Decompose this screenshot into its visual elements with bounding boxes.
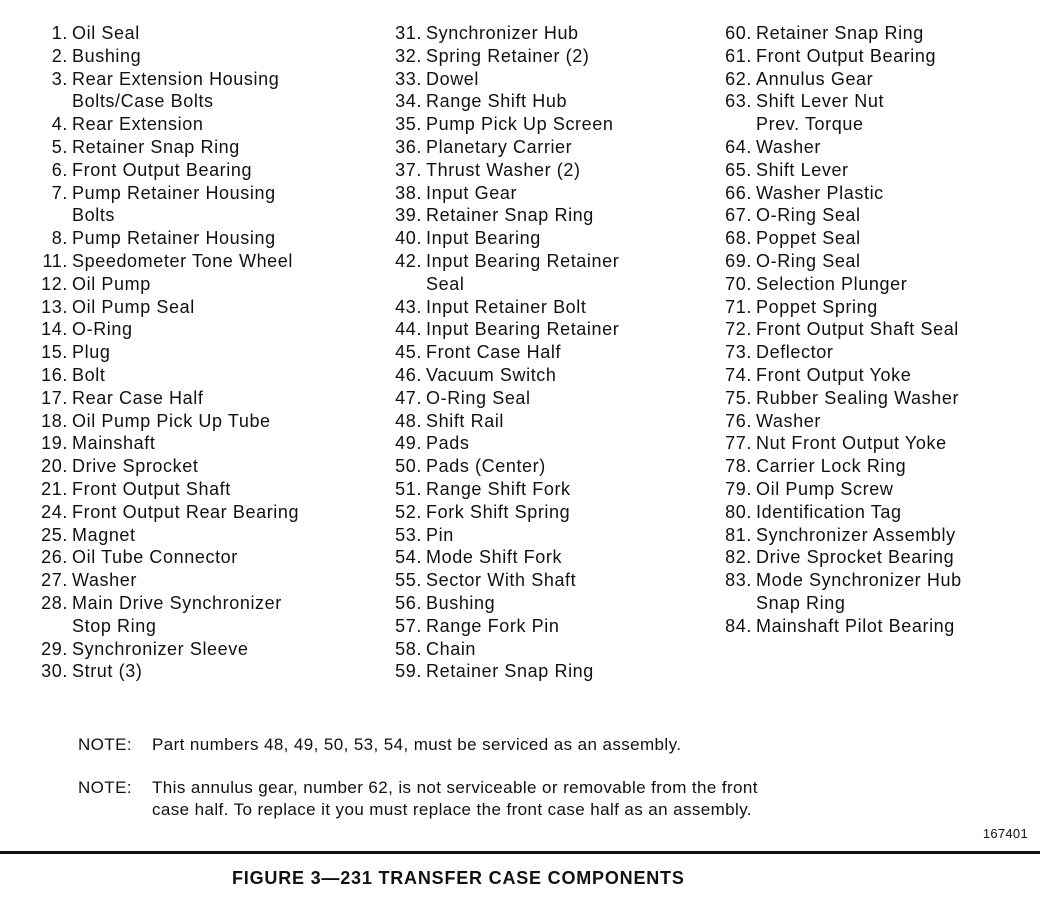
part-number: 57.: [395, 615, 422, 636]
part-number: 83.: [725, 570, 752, 591]
part-name: Oil Pump Pick Up Tube: [72, 410, 271, 431]
part-number: 65.: [725, 159, 752, 180]
part-number: 69.: [725, 250, 752, 271]
part-number: 28.: [41, 592, 68, 613]
part-number: 45.: [395, 342, 422, 363]
part-list-item: [702, 318, 1032, 341]
part-name: Input Gear: [426, 182, 518, 203]
part-number: 26.: [41, 547, 68, 568]
part-name: Bolt: [72, 364, 106, 385]
part-list-item: [372, 182, 702, 205]
part-list-item: [18, 296, 368, 319]
part-list-item: [18, 387, 368, 410]
part-number: 37.: [395, 159, 422, 180]
part-number: 6.: [51, 159, 68, 180]
part-list-item: [372, 318, 702, 341]
part-name: Front Case Half: [426, 342, 562, 363]
part-name-continuation: Snap Ring: [756, 592, 846, 613]
part-list-item: [18, 182, 368, 205]
part-number: 40.: [395, 228, 422, 249]
part-name: Oil Pump Screw: [756, 478, 894, 499]
part-list-item: [18, 592, 368, 615]
part-number: 43.: [395, 296, 422, 317]
part-number: 39.: [395, 205, 422, 226]
part-list-item: [18, 250, 368, 273]
part-list-item: [702, 136, 1032, 159]
part-name: Rear Case Half: [72, 387, 204, 408]
part-name-continuation: Bolts: [72, 205, 116, 226]
part-list-item: [372, 546, 702, 569]
part-list-item: [18, 318, 368, 341]
part-number: 59.: [395, 661, 422, 682]
note-label: NOTE:: [78, 778, 132, 797]
part-list-item: [702, 341, 1032, 364]
part-name: Front Output Bearing: [72, 159, 253, 180]
part-name-continuation: Stop Ring: [72, 615, 157, 636]
part-name: O-Ring Seal: [426, 387, 531, 408]
part-number: 76.: [725, 410, 752, 431]
part-list-item: [702, 45, 1032, 68]
part-list-item: [372, 204, 702, 227]
part-number: 78.: [725, 456, 752, 477]
part-name: Retainer Snap Ring: [426, 205, 594, 226]
part-number: 24.: [41, 501, 68, 522]
part-name: Input Bearing Retainer: [426, 319, 620, 340]
part-name: Bushing: [426, 592, 496, 613]
part-name-continuation: Prev. Torque: [756, 114, 864, 135]
part-number: 46.: [395, 364, 422, 385]
part-name: Deflector: [756, 342, 834, 363]
note-text-line-2: case half. To replace it you must replace the front case half as an assembly.: [152, 800, 752, 819]
part-name: Oil Seal: [72, 23, 140, 43]
part-list-item: [702, 432, 1032, 455]
part-list-item: [702, 159, 1032, 182]
part-list-item: [18, 159, 368, 182]
part-number: 17.: [41, 387, 68, 408]
part-number: 13.: [41, 296, 68, 317]
note-text: Part numbers 48, 49, 50, 53, 54, must be serviced as an assembly.: [152, 735, 682, 754]
part-list-item: [18, 45, 368, 68]
part-list-item: [702, 273, 1032, 296]
part-list-item: [18, 455, 368, 478]
part-number: 16.: [41, 364, 68, 385]
part-number: 74.: [725, 364, 752, 385]
part-number: 52.: [395, 501, 422, 522]
part-number: 77.: [725, 433, 752, 454]
part-number: 7.: [51, 182, 68, 203]
part-number: 35.: [395, 114, 422, 135]
part-list-item: [18, 410, 368, 433]
part-number: 55.: [395, 570, 422, 591]
part-name: Pin: [426, 524, 454, 545]
part-name: Speedometer Tone Wheel: [72, 250, 293, 271]
part-name: Washer: [756, 136, 821, 157]
part-list-item: [372, 410, 702, 433]
part-list-item: [702, 68, 1032, 91]
part-name: Front Output Bearing: [756, 45, 937, 66]
part-name: Pump Retainer Housing: [72, 228, 276, 249]
part-name: Retainer Snap Ring: [426, 661, 594, 682]
part-number: 54.: [395, 547, 422, 568]
part-list-item: [372, 638, 702, 661]
note-label: NOTE:: [78, 735, 132, 754]
part-name: Pads (Center): [426, 456, 546, 477]
part-number: 49.: [395, 433, 422, 454]
part-name: Sector With Shaft: [426, 570, 577, 591]
part-name: Pump Pick Up Screen: [426, 114, 614, 135]
part-list-item: [18, 478, 368, 501]
part-name: Magnet: [72, 524, 136, 545]
part-name: Range Shift Hub: [426, 91, 568, 112]
part-number: 14.: [41, 319, 68, 340]
part-name: O-Ring Seal: [756, 205, 861, 226]
part-number: 18.: [41, 410, 68, 431]
part-number: 53.: [395, 524, 422, 545]
part-name: Washer: [756, 410, 821, 431]
part-name: O-Ring: [72, 319, 133, 340]
part-list-item: [18, 341, 368, 364]
part-number: 27.: [41, 570, 68, 591]
part-list-item: [18, 660, 368, 683]
part-list-item: [18, 524, 368, 547]
part-number: 51.: [395, 478, 422, 499]
part-number: 79.: [725, 478, 752, 499]
part-name: Drive Sprocket: [72, 456, 199, 477]
note-assembly-parts: [78, 734, 938, 756]
part-number: 73.: [725, 342, 752, 363]
part-name: Pump Retainer Housing: [72, 182, 276, 203]
part-name: Input Bearing: [426, 228, 541, 249]
part-name: Bushing: [72, 45, 142, 66]
part-name: Retainer Snap Ring: [756, 23, 924, 43]
part-name: Main Drive Synchronizer: [72, 592, 282, 613]
part-number: 84.: [725, 615, 752, 636]
part-name-continuation: Seal: [426, 273, 465, 294]
part-list-item: [372, 615, 702, 638]
part-list-item: [372, 45, 702, 68]
part-list-item: [18, 638, 368, 661]
part-number: 25.: [41, 524, 68, 545]
parts-column-2: [372, 22, 702, 683]
part-name: Input Bearing Retainer: [426, 250, 620, 271]
part-number: 72.: [725, 319, 752, 340]
part-list-item: [702, 250, 1032, 273]
part-number: 34.: [395, 91, 422, 112]
part-name: Washer Plastic: [756, 182, 884, 203]
part-list-item: [702, 524, 1032, 547]
part-number: 5.: [51, 136, 68, 157]
part-name: Front Output Shaft: [72, 478, 231, 499]
part-name: Planetary Carrier: [426, 136, 573, 157]
part-number: 48.: [395, 410, 422, 431]
part-name: Retainer Snap Ring: [72, 136, 240, 157]
part-number: 3.: [51, 68, 68, 89]
figure-caption: FIGURE 3—231 TRANSFER CASE COMPONENTS: [232, 868, 685, 888]
part-name: Mainshaft: [72, 433, 156, 454]
part-list-item: [18, 68, 368, 91]
part-list-item: [702, 569, 1032, 592]
part-list-item: [372, 250, 702, 273]
part-name: Mainshaft Pilot Bearing: [756, 615, 955, 636]
part-name: Dowel: [426, 68, 480, 89]
part-number: 56.: [395, 592, 422, 613]
figure-id-number: 167401: [982, 826, 1028, 841]
part-name: Plug: [72, 342, 111, 363]
part-number: 44.: [395, 319, 422, 340]
part-list-item: [372, 478, 702, 501]
part-number: 15.: [41, 342, 68, 363]
part-name: Drive Sprocket Bearing: [756, 547, 955, 568]
part-number: 31.: [395, 23, 422, 43]
part-number: 50.: [395, 456, 422, 477]
part-list-item: [372, 341, 702, 364]
part-name: Oil Tube Connector: [72, 547, 238, 568]
part-name: Front Output Yoke: [756, 364, 912, 385]
part-name: Fork Shift Spring: [426, 501, 571, 522]
part-number: 20.: [41, 456, 68, 477]
part-list-item: [372, 22, 702, 45]
part-list-item: [702, 615, 1032, 638]
part-name: Strut (3): [72, 661, 143, 682]
part-name: Shift Lever: [756, 159, 849, 180]
part-name: Synchronizer Sleeve: [72, 638, 249, 659]
part-number: 36.: [395, 136, 422, 157]
part-list-item: [18, 501, 368, 524]
part-name: Poppet Seal: [756, 228, 861, 249]
part-list-item: [18, 273, 368, 296]
part-list-item: [702, 410, 1032, 433]
part-name: Carrier Lock Ring: [756, 456, 907, 477]
part-name: Vacuum Switch: [426, 364, 557, 385]
part-list-item: [372, 501, 702, 524]
part-number: 4.: [51, 114, 68, 135]
part-number: 60.: [725, 23, 752, 43]
part-number: 33.: [395, 68, 422, 89]
part-name: Rubber Sealing Washer: [756, 387, 960, 408]
part-number: 81.: [725, 524, 752, 545]
part-number: 21.: [41, 478, 68, 499]
part-list-item: [372, 296, 702, 319]
part-list-item: [372, 592, 702, 615]
part-list-item: [372, 660, 702, 683]
part-number: 19.: [41, 433, 68, 454]
part-number: 61.: [725, 45, 752, 66]
note-annulus-gear: [78, 777, 938, 821]
part-name: Rear Extension Housing: [72, 68, 280, 89]
part-number: 38.: [395, 182, 422, 203]
part-number: 58.: [395, 638, 422, 659]
part-number: 2.: [51, 45, 68, 66]
part-number: 82.: [725, 547, 752, 568]
part-name: Mode Synchronizer Hub: [756, 570, 962, 591]
part-list-item: [372, 136, 702, 159]
part-list-item: [702, 182, 1032, 205]
part-name: Identification Tag: [756, 501, 902, 522]
part-list-item: [372, 364, 702, 387]
part-name: Thrust Washer (2): [426, 159, 581, 180]
part-number: 32.: [395, 45, 422, 66]
part-number: 8.: [51, 228, 68, 249]
part-name: Nut Front Output Yoke: [756, 433, 947, 454]
part-name: Mode Shift Fork: [426, 547, 563, 568]
part-name-continuation: Bolts/Case Bolts: [72, 91, 214, 112]
note-text-line-1: This annulus gear, number 62, is not serviceable or removable from the front: [152, 778, 758, 797]
part-list-item: [702, 22, 1032, 45]
part-list-item: [18, 569, 368, 592]
part-name: Input Retainer Bolt: [426, 296, 587, 317]
part-list-item: [18, 136, 368, 159]
part-list-item: [702, 204, 1032, 227]
part-list-item: [702, 364, 1032, 387]
part-number: 12.: [41, 273, 68, 294]
part-list-item: [702, 455, 1032, 478]
part-name: Chain: [426, 638, 477, 659]
part-number: 11.: [42, 250, 68, 271]
part-name: Selection Plunger: [756, 273, 908, 294]
part-name: Spring Retainer (2): [426, 45, 590, 66]
part-number: 62.: [725, 68, 752, 89]
part-list-item: [372, 113, 702, 136]
part-list-item: [18, 22, 368, 45]
part-list-item: [702, 546, 1032, 569]
parts-column-3: [702, 22, 1032, 638]
part-name: Range Shift Fork: [426, 478, 571, 499]
part-number: 64.: [725, 136, 752, 157]
part-name: Oil Pump: [72, 273, 151, 294]
part-number: 47.: [395, 387, 422, 408]
part-number: 42.: [395, 250, 422, 271]
part-list-item: [18, 113, 368, 136]
part-list-item: [702, 387, 1032, 410]
part-list-item: [372, 159, 702, 182]
part-number: 29.: [41, 638, 68, 659]
part-name: Shift Rail: [426, 410, 505, 431]
part-list-item: [372, 387, 702, 410]
part-list-item: [372, 68, 702, 91]
horizontal-rule: [0, 851, 1040, 854]
part-name: O-Ring Seal: [756, 250, 861, 271]
part-list-item: [372, 524, 702, 547]
part-list-item: [702, 90, 1032, 113]
parts-column-1: [18, 22, 368, 683]
part-name: Synchronizer Hub: [426, 23, 579, 43]
part-number: 75.: [725, 387, 752, 408]
part-number: 80.: [725, 501, 752, 522]
part-list-item: [372, 569, 702, 592]
part-name: Oil Pump Seal: [72, 296, 195, 317]
part-name: Annulus Gear: [756, 68, 874, 89]
part-list-item: [702, 296, 1032, 319]
part-name: Washer: [72, 570, 137, 591]
part-list-item: [372, 455, 702, 478]
part-number: 66.: [725, 182, 752, 203]
part-name: Poppet Spring: [756, 296, 878, 317]
part-list-item: [372, 227, 702, 250]
part-number: 70.: [725, 273, 752, 294]
part-list-item: [18, 432, 368, 455]
part-number: 67.: [725, 205, 752, 226]
part-name: Front Output Shaft Seal: [756, 319, 959, 340]
part-name: Front Output Rear Bearing: [72, 501, 300, 522]
part-name: Shift Lever Nut: [756, 91, 885, 112]
part-number: 1.: [51, 23, 68, 43]
part-list-item: [18, 364, 368, 387]
part-number: 30.: [41, 661, 68, 682]
part-number: 63.: [725, 91, 752, 112]
part-name: Synchronizer Assembly: [756, 524, 956, 545]
part-list-item: [372, 432, 702, 455]
part-list-item: [702, 478, 1032, 501]
part-list-item: [18, 227, 368, 250]
part-name: Pads: [426, 433, 470, 454]
part-list-item: [372, 90, 702, 113]
part-list-item: [702, 227, 1032, 250]
part-name: Range Fork Pin: [426, 615, 560, 636]
part-list-item: [702, 501, 1032, 524]
part-name: Rear Extension: [72, 114, 204, 135]
part-number: 71.: [725, 296, 752, 317]
part-list-item: [18, 546, 368, 569]
part-number: 68.: [725, 228, 752, 249]
